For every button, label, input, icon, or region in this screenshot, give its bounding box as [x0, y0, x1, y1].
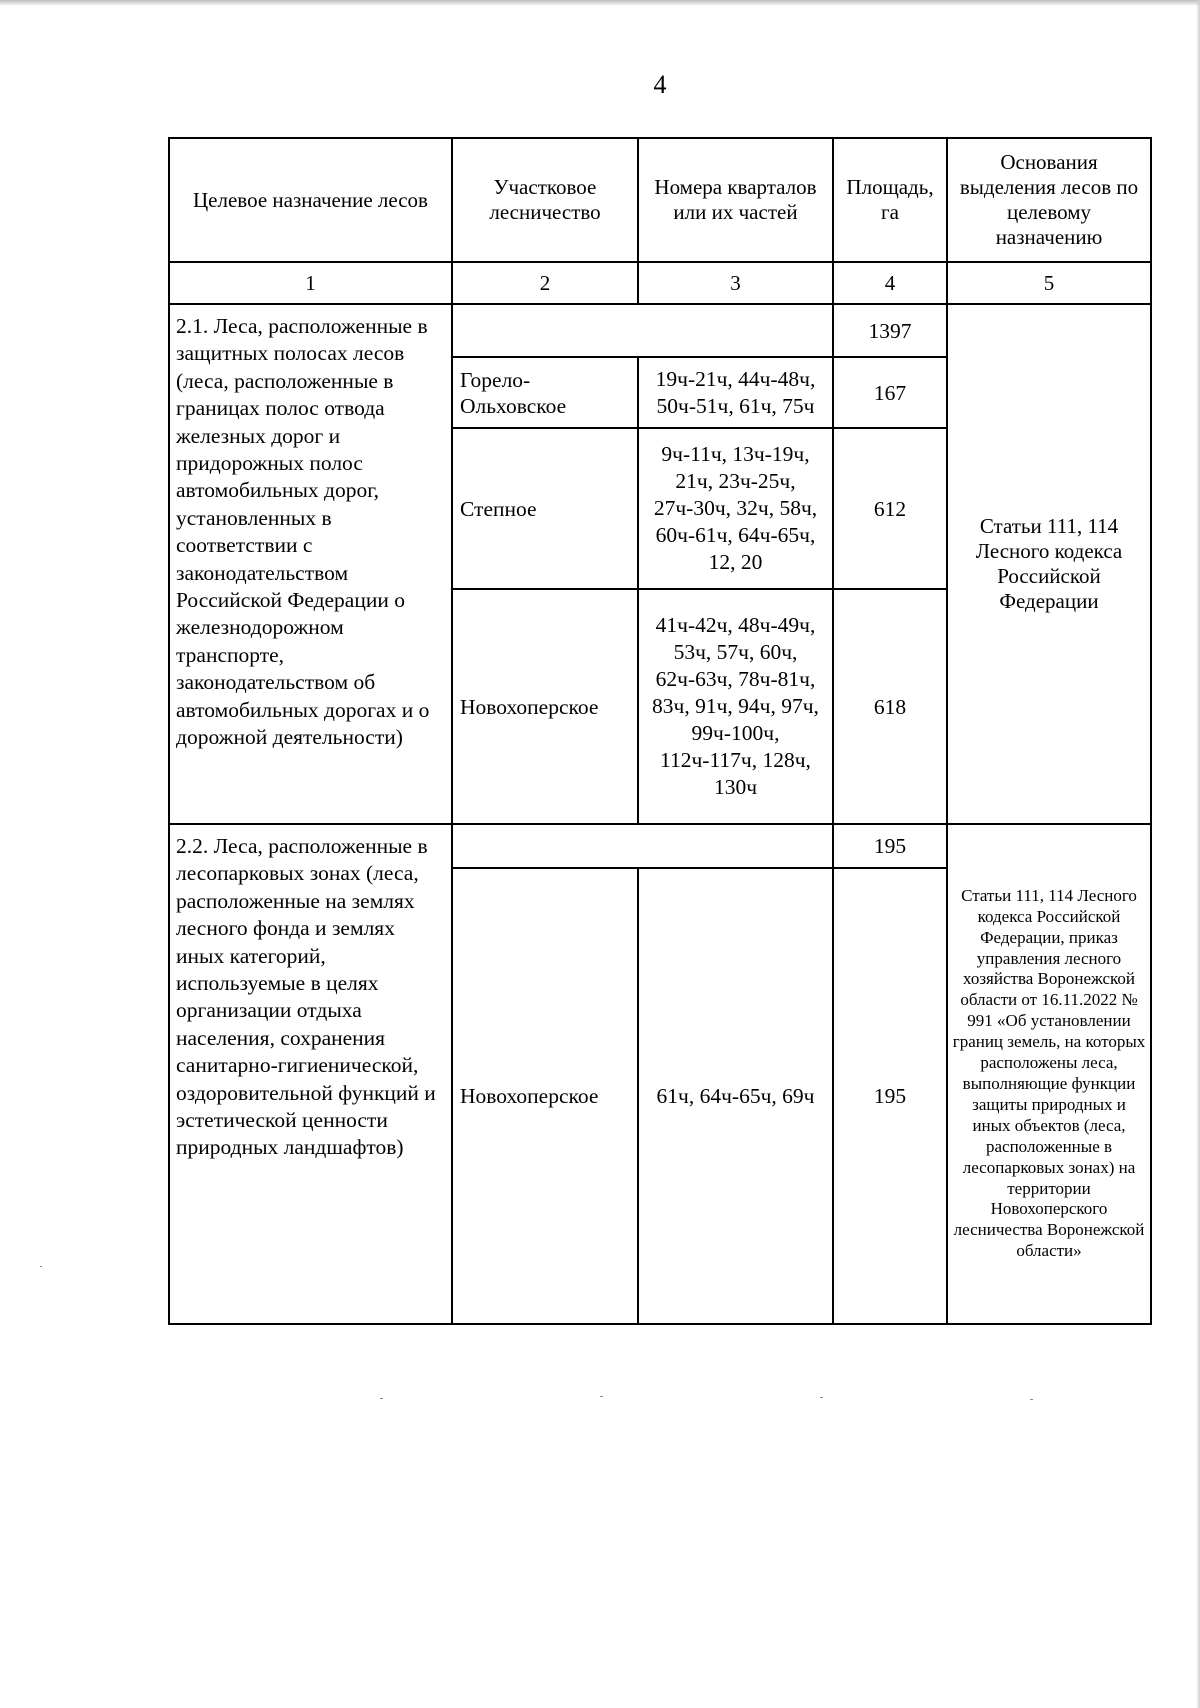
section-2-1-basis: Статьи 111, 114 Лесного кодекса Российской Федерации: [947, 304, 1151, 824]
area-cell: 612: [833, 428, 947, 589]
column-number: 4: [833, 262, 947, 304]
forestry-cell: Новохоперское: [452, 589, 638, 824]
quarters-cell: 19ч-21ч, 44ч-48ч, 50ч-51ч, 61ч, 75ч: [638, 357, 833, 428]
quarters-cell: 9ч-11ч, 13ч-19ч, 21ч, 23ч-25ч, 27ч-30ч, 32ч, 58ч, 60ч-61ч, 64ч-65ч, 12, 20: [638, 428, 833, 589]
column-numbers-row: [169, 262, 1151, 304]
forestry-cell: Степное: [452, 428, 638, 589]
scan-speck: [600, 1396, 603, 1397]
scan-speck: [40, 1266, 42, 1267]
scan-speck: [820, 1397, 823, 1398]
scan-speck: [1030, 1399, 1033, 1400]
forest-purpose-table: [168, 137, 1152, 1325]
table-row: [169, 824, 1151, 868]
area-cell: 195: [833, 868, 947, 1324]
area-cell: 618: [833, 589, 947, 824]
header-area: Площадь, га: [833, 138, 947, 262]
column-number: 5: [947, 262, 1151, 304]
scan-edge-right: [1196, 0, 1200, 1708]
header-basis: Основания выделения лесов по целевому назначению: [947, 138, 1151, 262]
column-number: 1: [169, 262, 452, 304]
forestry-cell: Новохоперское: [452, 868, 638, 1324]
section-2-1-purpose: 2.1. Леса, расположенные в защитных полосах лесов (леса, расположенные в границах полос отвода железных дорог и придорожных полос автомобильных дорог, установленных в соответствии с законодательством Российской Федерации о железнодорожном транспорте, законодательством об автомобильных дорогах и о дорожной деятельности): [169, 304, 452, 824]
section-2-2-total-area: 195: [833, 824, 947, 868]
page-number: 4: [653, 70, 667, 99]
empty-cell: [452, 304, 833, 357]
area-cell: 167: [833, 357, 947, 428]
quarters-cell: 41ч-42ч, 48ч-49ч, 53ч, 57ч, 60ч, 62ч-63ч, 78ч-81ч, 83ч, 91ч, 94ч, 97ч, 99ч-100ч, 112ч-117ч, 128ч, 130ч: [638, 589, 833, 824]
header-purpose: Целевое назначение лесов: [169, 138, 452, 262]
quarters-cell: 61ч, 64ч-65ч, 69ч: [638, 868, 833, 1324]
scan-edge-top: [0, 0, 1200, 6]
scan-speck: [380, 1398, 383, 1399]
section-2-2-basis: Статьи 111, 114 Лесного кодекса Российской Федерации, приказ управления лесного хозяйства Воронежской области от 16.11.2022 № 991 «Об установлении границ земель, на которых расположены леса, выполняющие функции защиты природных и иных объектов (леса, расположенные в лесопарковых зонах) на территории Новохоперского лесничества Воронежской области»: [947, 824, 1151, 1324]
header-forestry: Участковое лесничество: [452, 138, 638, 262]
forestry-cell: Горело-Ольховское: [452, 357, 638, 428]
empty-cell: [452, 824, 833, 868]
column-number: 3: [638, 262, 833, 304]
header-quarters: Номера кварталов или их частей: [638, 138, 833, 262]
section-2-2-purpose: 2.2. Леса, расположенные в лесопарковых зонах (леса, расположенные на землях лесного фонда и землях иных категорий, используемые в целях организации отдыха населения, сохранения санитарно-гигиенической, оздоровительной функций и эстетической ценности природных ландшафтов): [169, 824, 452, 1324]
column-number: 2: [452, 262, 638, 304]
section-2-1-total-area: 1397: [833, 304, 947, 357]
table-row: [169, 304, 1151, 357]
header-row: [169, 138, 1151, 262]
